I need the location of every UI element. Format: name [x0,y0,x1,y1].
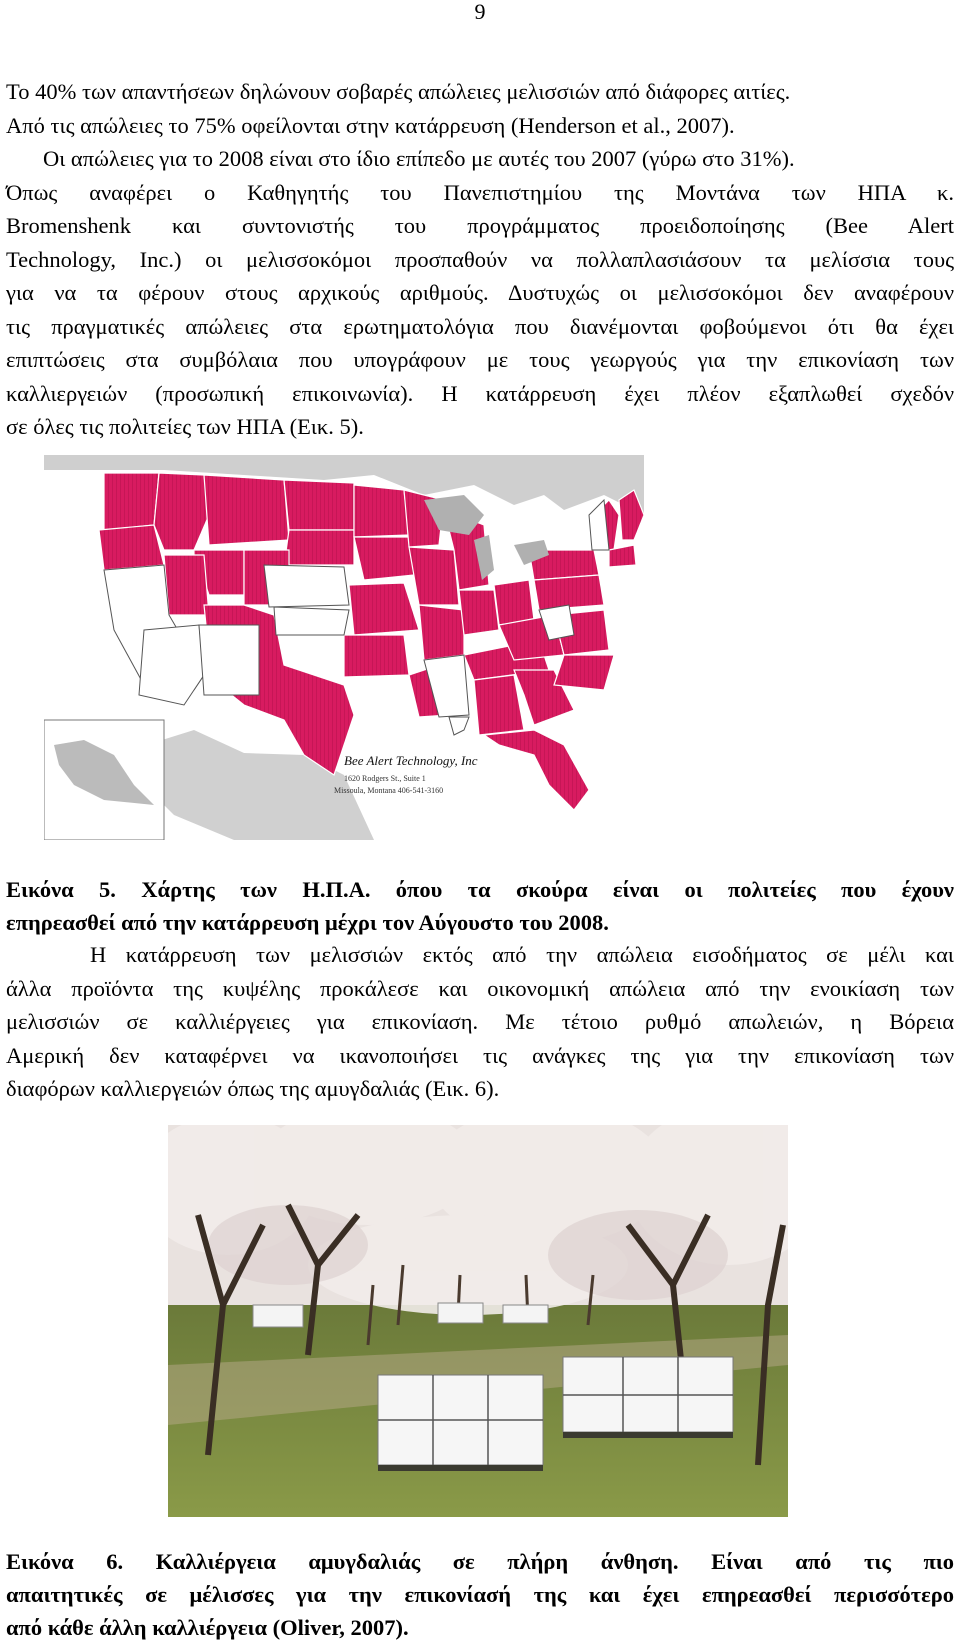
text-line: Οι απώλειες για το 2008 είναι στο ίδιο επίπεδο με αυτές του 2007 (γύρω στο 31%). [43,146,795,171]
text-line: τις πραγματικές απώλειες στα ερωτηματολόγια που διανέμονται φοβούμενοι ότι θα έχει [6,313,954,339]
paragraph-2 [6,938,954,1106]
caption-line: Εικόνα 5. Χάρτης των Η.Π.Α. όπου τα σκούρα είναι οι πολιτείες που έχουν [6,877,954,902]
text-line: Από τις απώλειες το 75% οφείλονται στην κατάρρευση (Henderson et al., 2007). [6,112,735,138]
caption-line: από κάθε άλλη καλλιέργεια (Oliver, 2007). [6,1615,409,1640]
text-line: μελισσιών σε καλλιέργειες για επικονίαση. Με τέτοιο ρυθμό απωλειών, η Βόρεια [6,1009,954,1034]
almond-orchard-photo [168,1125,788,1517]
text-line: άλλα προϊόντα της κυψέλης προκάλεσε και οικονομική απώλεια από την ενοικίαση των [6,975,954,1001]
text-line: για να τα φέρουν στους αρχικούς αριθμούς. Δυστυχώς οι μελισσοκόμοι δεν αναφέρουν [6,280,954,305]
caption-line: Εικόνα 6. Καλλιέργεια αμυγδαλιάς σε πλήρη άνθηση. Είναι από τις πιο [6,1549,954,1574]
text-line: σε όλες τις πολιτείες των ΗΠΑ (Εικ. 5). [6,414,364,439]
paragraph-1 [6,75,954,444]
us-map-image [44,455,644,840]
text-line: διαφόρων καλλιεργειών όπως της αμυγδαλιάς (Εικ. 6). [6,1076,500,1101]
map-credit-address: 1620 Rodgers St., Suite 1 [344,774,426,783]
map-credit-city: Missoula, Montana 406-541-3160 [334,786,444,795]
text-line: Όπως αναφέρει ο Καθηγητής του Πανεπιστημίου της Μοντάνα των ΗΠΑ κ. [6,179,954,205]
text-line: καλλιεργειών (προσωπική επικοινωνία). Η κατάρρευση έχει πλέον εξαπλωθεί σχεδόν [6,380,954,406]
figure-5-caption [6,873,954,939]
us-map-figure [44,455,644,840]
map-credit-company: Bee Alert Technology, Inc [344,753,478,768]
figure-6-caption [6,1545,954,1644]
caption-line: απαιτητικές σε μέλισσες για την επικονίασή της και έχει επηρεασθεί περισσότερο [6,1582,954,1607]
text-line: Αμερική δεν καταφέρνει να ικανοποιήσει τις ανάγκες της για την επικονίαση των [6,1042,954,1068]
text-line: Το 40% των απαντήσεων δηλώνουν σοβαρές απώλειες μελισσιών από διάφορες αιτίες. [6,79,791,104]
text-line: Bromenshenk και συντονιστής του προγράμματος προειδοποίησης (Bee Alert [6,213,954,238]
caption-line: επηρεασθεί από την κατάρρευση μέχρι τον Αύγουστο του 2008. [6,910,609,935]
text-line: Η κατάρρευση των μελισσιών εκτός από την απώλεια εισοδήματος σε μέλι και [90,942,954,967]
page-number: 9 [474,0,486,24]
text-line: επιπτώσεις στα συμβόλαια που υπογράφουν με τους γεωργούς για την επικονίαση των [6,347,954,372]
text-line: Technology, Inc.) οι μελισσοκόμοι προσπαθούν να πολλαπλασιάσουν τα μελίσσια τους [6,246,954,272]
